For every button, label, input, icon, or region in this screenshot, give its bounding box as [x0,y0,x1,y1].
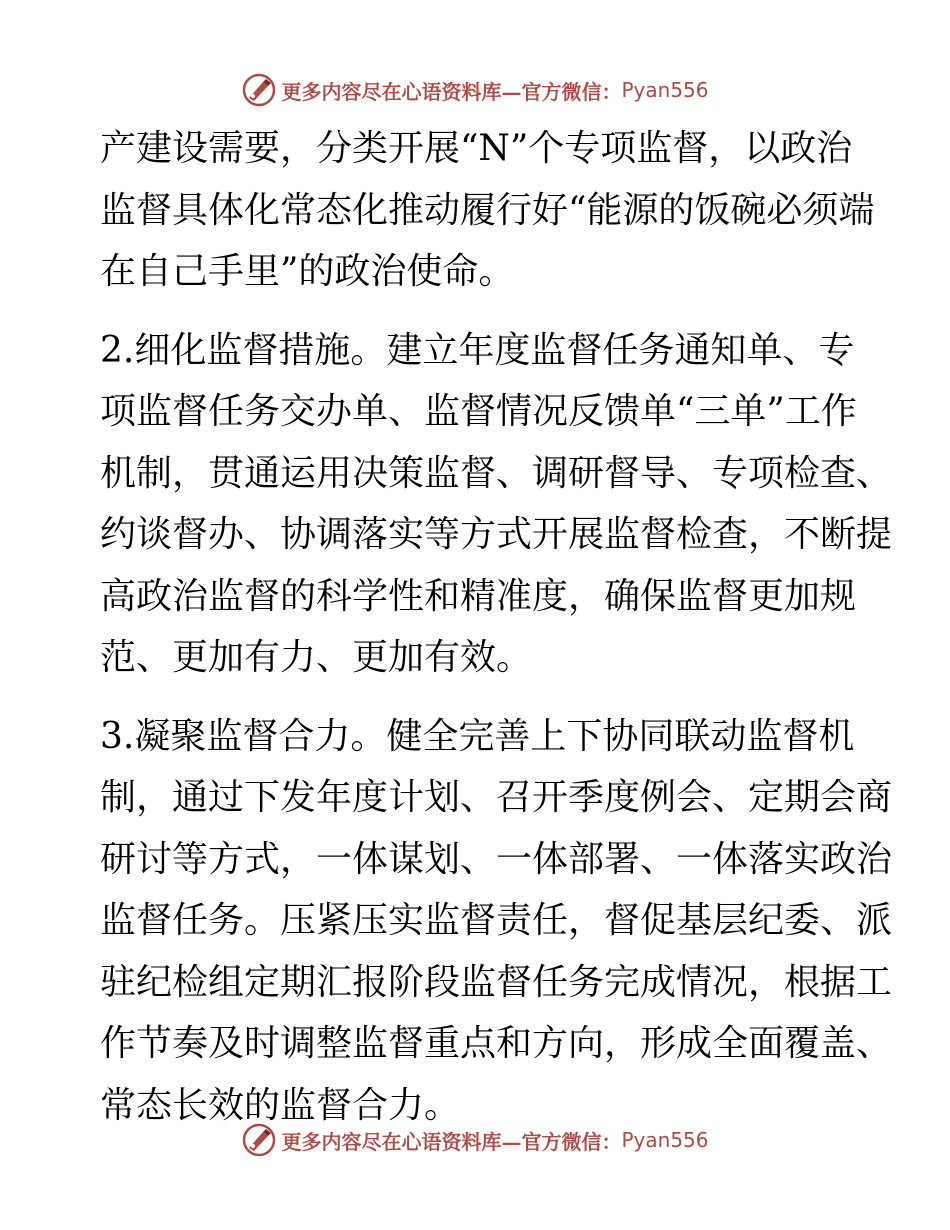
paragraph-3 [100,706,893,1137]
watermark-handle: Pyan556 [621,78,709,102]
paragraph-1 [100,118,875,303]
text-line: 机制，贯通运用决策监督、调研督导、专项检查、 [100,452,893,494]
text-line: 监督任务。压紧压实监督责任，督促基层纪委、派 [100,900,893,941]
document-body [100,118,893,1136]
text-line: 驻纪检组定期汇报阶段监督任务完成情况，根据工 [100,961,893,1003]
text-line: 项监督任务交办单、监督情况反馈单“三单”工作 [100,391,857,432]
header-watermark [0,70,950,110]
footer-watermark [0,1120,950,1160]
text-line: 制，通过下发年度计划、召开季度例会、定期会商 [100,777,893,818]
text-line: 产建设需要，分类开展“N”个专项监督，以政治 [100,128,853,169]
text-line: 高政治监督的科学性和精准度，确保监督更加规 [100,575,857,617]
text-line: 约谈督办、协调落实等方式开展监督检查，不断提 [100,514,893,555]
text-line: 2.细化监督措施。建立年度监督任务通知单、专 [100,329,855,371]
text-line: 研讨等方式，一体谋划、一体部署、一体落实政治 [100,838,893,880]
text-line: 范、更加有力、更加有效。 [100,637,533,678]
watermark-text: 更多内容尽在心语资料库—官方微信： [281,79,622,104]
text-line: 在自己手里”的政治使命。 [100,251,515,292]
watermark-handle: Pyan556 [621,1128,709,1152]
text-line: 作节奏及时调整监督重点和方向，形成全面覆盖、 [100,1023,893,1064]
text-line: 3.凝聚监督合力。健全完善上下协同联动监督机 [100,715,855,757]
paragraph-2 [100,320,893,689]
text-line: 监督具体化常态化推动履行好“能源的饭碗必须端 [100,189,875,231]
pen-logo-icon [241,1122,277,1158]
watermark-text: 更多内容尽在心语资料库—官方微信： [281,1129,622,1154]
text-line: 常态长效的监督合力。 [100,1084,461,1126]
pen-logo-icon [241,72,277,108]
